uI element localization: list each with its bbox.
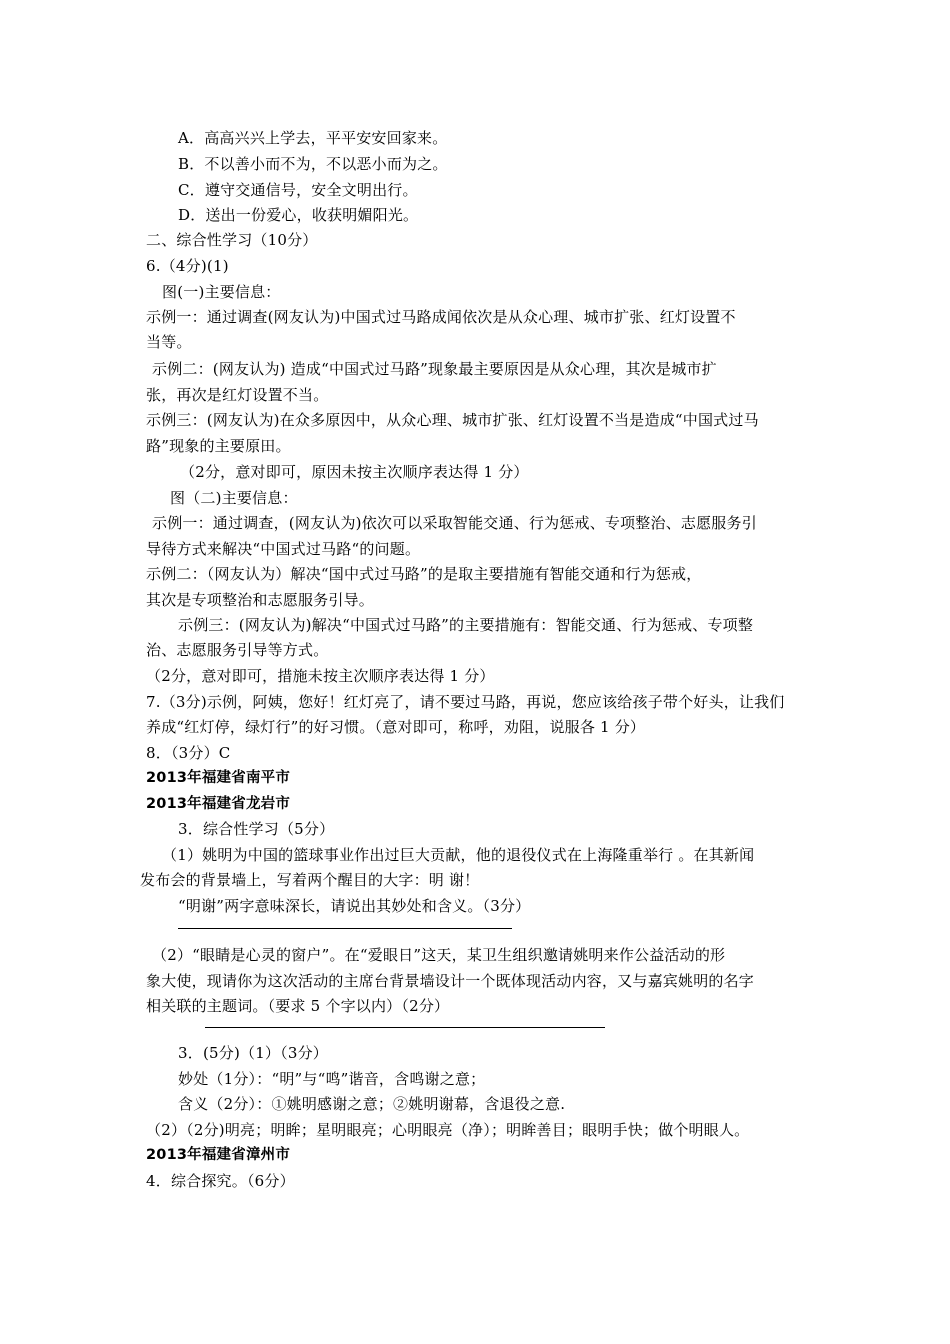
text-line: 含义（2分）：①姚明感谢之意；②姚明谢幕，含退役之意. [178, 1095, 566, 1113]
option-d: D．送出一份爱心，收获明媚阳光。 [178, 206, 419, 224]
scoring-note: （2分，意对即可，措施未按主次顺序表达得 1 分） [146, 667, 495, 685]
text-line: 养成“红灯停，绿灯行”的好习惯。（意对即可，称呼，劝阻，说服各 1 分） [146, 718, 646, 736]
text-line: 其次是专项整治和志愿服务引导。 [146, 591, 375, 609]
option-c: C．遵守交通信号，安全文明出行。 [178, 181, 418, 199]
answer-blank-line [178, 928, 512, 929]
q3-heading: 3．综合性学习（5分） [178, 820, 335, 838]
text-line: 示例一：通过调查，(网友认为)依次可以采取智能交通、行为惩戒、专项整治、志愿服务引 [152, 514, 757, 532]
text-line: 7.（3分)示例，阿姨，您好！红灯亮了，请不要过马路，再说，您应该给孩子带个好头，让我们 [146, 693, 785, 711]
text-line: 妙处（1分）：“明”与“鸣”谐音，含鸣谢之意； [178, 1070, 486, 1088]
text-line: 路”现象的主要原田。 [146, 437, 291, 455]
fig1-label: 图(一)主要信息： [162, 283, 281, 301]
option-a: A．高高兴兴上学去，平平安安回家来。 [178, 129, 448, 147]
text-line: “明谢”两字意味深长，请说出其妙处和含义。（3分） [178, 897, 531, 915]
text-line: 示例二：（网友认为）解决“国中式过马路”的是取主要措施有智能交通和行为惩戒， [146, 565, 702, 583]
text-line: 示例一：通过调查(网友认为)中国式过马路成闻依次是从众心理、城市扩张、红灯设置不 [146, 308, 736, 326]
text-line: （1）姚明为中国的篮球事业作出过巨大贡献，他的退役仪式在上海隆重举行 。在其新闻 [162, 846, 755, 864]
text-line: 相关联的主题词。（要求 5 个字以内）（2分） [146, 997, 450, 1015]
region-heading: 2013年福建省龙岩市 [146, 796, 291, 812]
scoring-note: （2分，意对即可，原因未按主次顺序表达得 1 分） [180, 463, 529, 481]
option-b: B．不以善小而不为，不以恶小而为之。 [178, 155, 448, 173]
q4-heading: 4．综合探究。（6分） [146, 1172, 295, 1190]
text-line: （2）“眼睛是心灵的窗户”。在“爱眼日”这天，某卫生组织邀请姚明来作公益活动的形 [152, 946, 726, 964]
fig2-label: 图（二)主要信息： [170, 489, 298, 507]
q6-heading: 6.（4分)(1) [146, 257, 229, 275]
answer-blank-line [205, 1027, 605, 1028]
text-line: 示例三：(网友认为)在众多原因中，从众心理、城市扩张、红灯设置不当是造成“中国式过马 [146, 411, 759, 429]
region-heading: 2013年福建省漳州市 [146, 1147, 291, 1163]
answer-heading: 3．(5分)（1）（3分） [178, 1044, 328, 1062]
text-line: 治、志愿服务引导等方式。 [146, 641, 329, 659]
text-line: 示例三：(网友认为)解决“中国式过马路”的主要措施有：智能交通、行为惩戒、专项整 [178, 616, 754, 634]
text-line: 象大使，现请你为这次活动的主席台背景墙设计一个既体现活动内容，又与嘉宾姚明的名字 [146, 972, 755, 990]
text-line: 当等。 [146, 333, 192, 351]
section-heading: 二、综合性学习（10分） [146, 231, 318, 249]
text-line: 发布会的背景墙上，写着两个醒目的大字：明 谢！ [140, 871, 480, 889]
text-line: 张，再次是红灯设置不当。 [146, 386, 329, 404]
text-line: 示例二：(网友认为) 造成“中国式过马路”现象最主要原因是从众心理，其次是城市扩 [152, 360, 717, 378]
region-heading: 2013年福建省南平市 [146, 770, 291, 786]
text-line: 导待方式来解决“中国式过马路“的问题。 [146, 540, 421, 558]
text-line: （2）（2分)明亮；明眸；星明眼亮；心明眼亮（净）；明眸善目；眼明手快；做个明眼人。 [146, 1121, 750, 1139]
q8-answer: 8．（3分）C [146, 744, 231, 762]
